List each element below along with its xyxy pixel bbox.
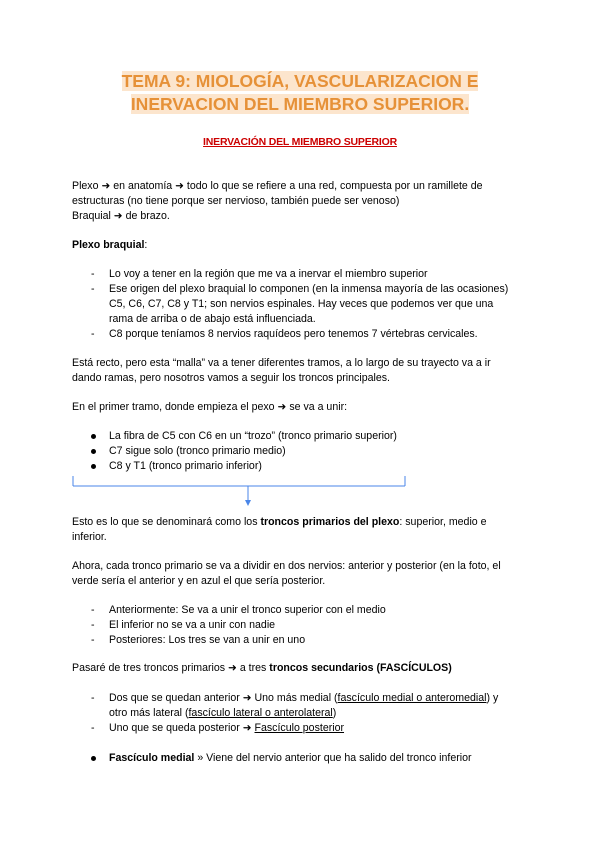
primarios-bold: troncos primarios del plexo [260,516,400,528]
division-item-1: Anteriormente: Se va a unir el tronco superior con el medio [109,604,386,616]
recto-line-2: dando ramas, pero nosotros vamos a seguir los troncos principales. [72,372,390,384]
fasc-a2-post: ) [332,707,337,719]
dash-marker: - [91,328,95,340]
title-line-2: INERVACION DEL MIEMBRO SUPERIOR. [130,94,470,114]
division-item-3: Posteriores: Los tres se van a unir en uno [109,634,306,646]
medial-rest: » Viene del nervio anterior que ha salido del tronco inferior [194,752,472,764]
plexo-item-2-line-1: Ese origen del plexo braquial lo componen (en la inmensa mayoría de las ocasiones) [109,283,509,295]
intro-line-1: Plexo ➜ en anatomía ➜ todo lo que se refiere a una red, compuesta por un ramillete de [72,180,483,192]
primarios-pre: Esto es lo que se denominará como los [72,516,261,528]
fasc-a-pre: Dos que se quedan anterior ➜ Uno más medial ( [109,692,338,704]
dash-marker: - [91,283,95,295]
intro-line-3: Braquial ➜ de brazo. [72,210,170,222]
fasciculo-medial-line [109,751,472,766]
pasare-bold: troncos secundarios (FASCÍCULOS) [269,662,452,674]
plexo-item-1: Lo voy a tener en la región que me va a inervar el miembro superior [109,268,428,280]
fasc-b-underlined: Fascículo posterior [254,722,345,734]
plexo-heading [72,238,147,253]
section-subtitle: INERVACIÓN DEL MIEMBRO SUPERIOR [203,136,397,148]
bullet-dot [91,434,96,439]
bullet-item-2: C7 sigue solo (tronco primario medio) [109,445,286,457]
medial-bold: Fascículo medial [109,752,195,764]
recto-line-1: Está recto, pero esta “malla” va a tener diferentes tramos, a lo largo de su trayecto va a ir [72,357,491,369]
bullet-dot [91,449,96,454]
fasciculo-item-1-line-1 [109,691,498,706]
primarios-line-1 [72,515,487,530]
bullet-dot [91,756,96,761]
fasciculo-item-2 [109,721,344,736]
primer-tramo-text: En el primer tramo, donde empieza el pexo ➜ se va a unir: [72,401,348,413]
primarios-line-2: inferior. [72,531,107,543]
title-line-1: TEMA 9: MIOLOGÍA, VASCULARIZACION E [121,71,479,91]
pasare-pre: Pasaré de tres troncos primarios ➜ a tres [72,662,270,674]
fasc-a2-underlined: fascículo lateral o anterolateral [188,707,333,719]
dash-marker: - [91,604,95,616]
fasc-b-pre: Uno que se queda posterior ➜ [109,722,255,734]
plexo-heading-colon: : [144,239,148,251]
dash-marker: - [91,619,95,631]
primarios-post: : superior, medio e [399,516,487,528]
fasc-a2-pre: otro más lateral ( [109,707,189,719]
ahora-line-2: verde sería el anterior y en azul el que sería posterior. [72,575,326,587]
dash-marker: - [91,268,95,280]
plexo-item-2-line-2: C5, C6, C7, C8 y T1; son nervios espinales. Hay veces que podemos ver que una [109,298,494,310]
fasc-a-post: ) y [486,692,499,704]
document-title [60,70,540,116]
fasciculo-item-1-line-2 [109,706,336,721]
division-item-2: El inferior no se va a unir con nadie [109,619,276,631]
down-arrow-head [245,500,251,506]
fasc-a-underlined: fascículo medial o anteromedial [337,692,487,704]
bullet-dot [91,464,96,469]
pasare-line [72,661,452,676]
bullet-item-3: C8 y T1 (tronco primario inferior) [109,460,262,472]
dash-marker: - [91,692,95,704]
ahora-line-1: Ahora, cada tronco primario se va a dividir en dos nervios: anterior y posterior (en la foto, el [72,560,501,572]
plexo-item-3: C8 porque teníamos 8 nervios raquídeos pero tenemos 7 vértebras cervicales. [109,328,478,340]
intro-line-2: estructuras (no tiene porque ser nervioso, también puede ser venoso) [72,195,400,207]
bullet-item-1: La fibra de C5 con C6 en un “trozo” (tronco primario superior) [109,430,397,442]
dash-marker: - [91,722,95,734]
bracket-arrow-diagram [72,476,406,506]
dash-marker: - [91,634,95,646]
plexo-heading-text: Plexo braquial [72,239,145,251]
plexo-item-2-line-3: rama de arriba o de abajo está influenciada. [109,313,316,325]
